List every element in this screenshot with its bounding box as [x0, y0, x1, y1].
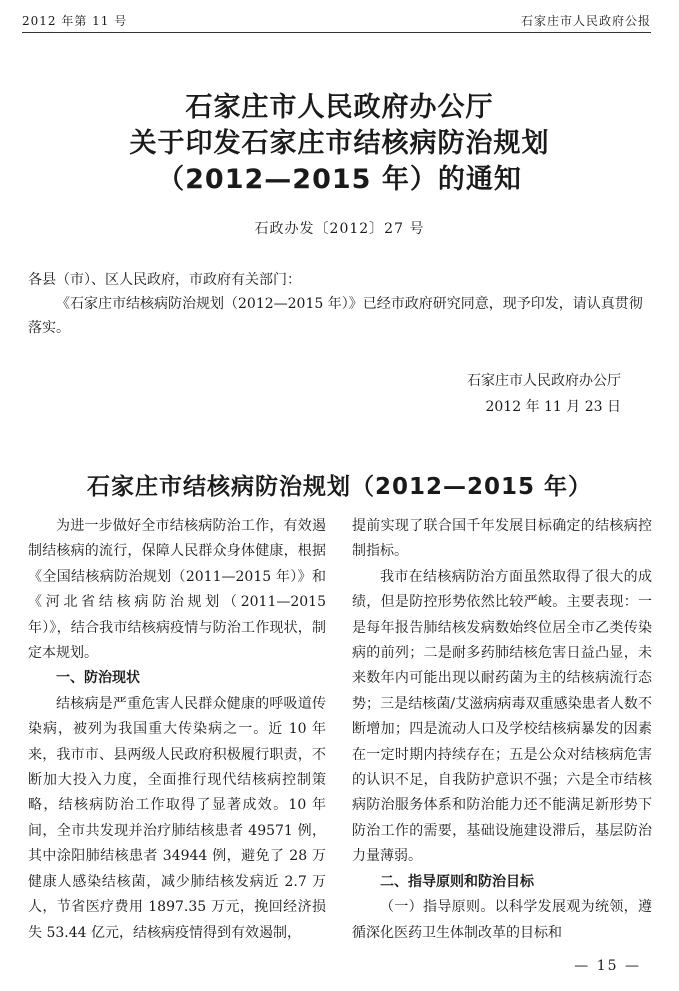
section-1-heading: 一、防治现状 [56, 670, 140, 687]
left-column [28, 514, 326, 946]
notice-title-line-1: 石家庄市人民政府办公厅 [185, 92, 494, 123]
plan-intro: 为进一步做好全市结核病防治工作，有效遏制结核病的流行，保障人民群众身体健康，根据《全国结核病防治规划（2011—2015 年）》和《河北省结核病防治规划（2011—2015 年）》，结合我市结核病疫情与防治工作现状，制定本规划。 [28, 518, 326, 662]
section-2-heading: 二、指导原则和防治目标 [380, 873, 534, 890]
notice-title [0, 90, 679, 198]
notice-title-line-3: （2012—2015 年）的通知 [157, 164, 522, 195]
section-1-continuation: 提前实现了联合国千年发展目标确定的结核病控制指标。 [352, 518, 652, 560]
notice-recipients: 各县（市）、区人民政府，市政府有关部门： [28, 272, 301, 288]
page-number: — 15 — [574, 958, 641, 974]
guiding-principles-paragraph: （一）指导原则。以科学发展观为统领，遵循深化医药卫生体制改革的目标和 [352, 899, 652, 941]
page-header [22, 10, 651, 33]
issue-number: 2012 年第 11 号 [22, 14, 128, 28]
signer: 石家庄市人民政府办公厅 [467, 373, 621, 389]
publication-name: 石家庄市人民政府公报 [520, 14, 651, 28]
section-1-paragraph: 结核病是严重危害人民群众健康的呼吸道传染病，被列为我国重大传染病之一。近 10 年来，我市市、县两级人民政府积极履行职责，不断加大投入力度，全面推行现代结核病控制策略，结核病防治工作取得了显著成效。10 年间，全市共发现并治疗肺结核患者 49571 例，其中涂阳肺结核患者 34944 例，避免了 28 万健康人感染结核菌，减少肺结核发病近 2.7 万人，节省医疗费用 1897.35 万元，挽回经济损失 53.44 亿元，结核病疫情得到有效遏制， [28, 695, 326, 941]
section-1-paragraph-2: 我市在结核病防治方面虽然取得了很大的成绩，但是防控形势依然比较严峻。主要表现：一是每年报告肺结核发病数始终位居全市乙类传染病的前列；二是耐多药肺结核危害日益凸显，未来数年内可能出现以耐药菌为主的结核病流行态势；三是结核菌/艾滋病病毒双重感染患者人数不断增加；四是流动人口及学校结核病暴发的因素在一定时期内持续存在；五是公众对结核病危害的认识不足，自我防护意识不强；六是全市结核病防治服务体系和防治能力还不能满足新形势下防治工作的需要，基础设施建设滞后，基层防治力量薄弱。 [352, 568, 652, 865]
issue-date: 2012 年 11 月 23 日 [485, 399, 621, 415]
plan-title: 石家庄市结核病防治规划（2012—2015 年） [86, 474, 593, 500]
signature-block [467, 368, 621, 420]
notice-body [28, 268, 649, 340]
right-column [352, 514, 652, 946]
notice-title-line-2: 关于印发石家庄市结核病防治规划 [129, 128, 550, 159]
notice-text: 《石家庄市结核病防治规划（2012—2015 年）》已经市政府研究同意，现予印发，请认真贯彻落实。 [28, 296, 643, 336]
document-number: 石政办发〔2012〕27 号 [254, 221, 425, 237]
